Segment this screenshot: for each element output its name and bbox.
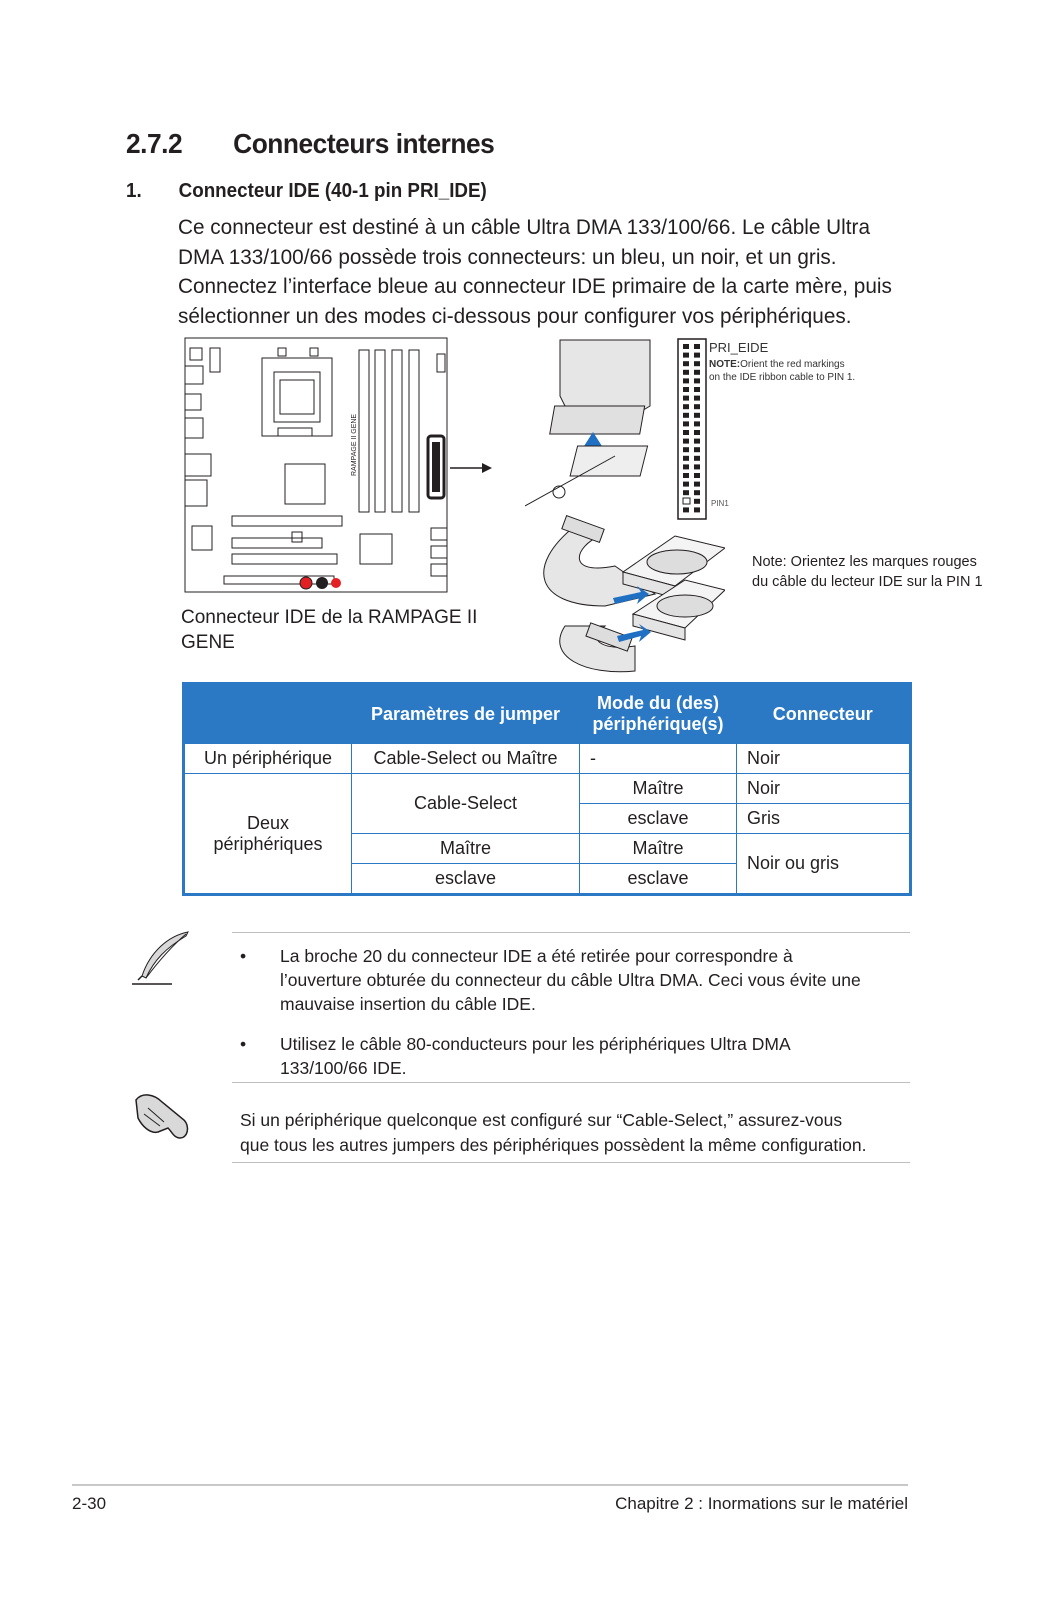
note-rule-middle [232,1082,910,1083]
header-pin [683,447,689,452]
header-connector: Connecteur [737,684,911,744]
cell-mode: Maître [580,834,737,864]
header-pin [683,378,689,383]
header-pin [694,490,700,495]
list-item [238,1032,918,1080]
header-pin [694,439,700,444]
header-empty [184,684,352,744]
header-pin [694,499,700,504]
cell-jumper: Cable-Select ou Maître [352,744,580,774]
header-pin [694,473,700,478]
header-pin [683,396,689,401]
header-pin [683,439,689,444]
table-row [184,774,911,804]
section-heading [126,128,494,160]
header-pin [694,447,700,452]
connector-label: PRI_EIDE [709,340,769,355]
cell-connector: Gris [737,804,911,834]
header-pin [683,387,689,392]
header-pin [683,370,689,375]
header-pin [683,353,689,358]
board-label: RAMPAGE II GENE [351,413,358,476]
figure-caption: Connecteur IDE de la RAMPAGE II GENE [181,607,478,653]
motherboard-diagram [182,336,494,598]
cable-note-line: du câble du lecteur IDE sur la PIN 1 [752,574,983,590]
note-line: Utilisez le câble 80-conducteurs pour les périphériques Ultra DMA [280,1034,791,1054]
header-pin [694,464,700,469]
device-line: périphériques [213,833,323,854]
intro-line: sélectionner un des modes ci-dessous pour configurer vos périphériques. [178,303,852,328]
notes-list [238,944,918,1096]
note-rule-bottom [232,1162,910,1163]
bullet-marker: • [240,1034,247,1054]
cell-jumper: Cable-Select [352,774,580,834]
intro-line: DMA 133/100/66 possède trois connecteurs: un bleu, un noir, et un gris. [178,244,837,269]
cell-mode: - [580,744,737,774]
header-pin [683,490,689,495]
warning-line: que tous les autres jumpers des périphériques possèdent la même configuration. [240,1135,867,1155]
header-pin [694,344,700,349]
header-pin [683,421,689,426]
note-bold: NOTE: [709,359,741,370]
note-line: Orient the red markings [740,359,845,370]
bullet-marker: • [240,946,247,966]
cell-mode: esclave [580,804,737,834]
header-pin [694,370,700,375]
note-line: 133/100/66 IDE. [280,1058,407,1078]
header-pin [683,361,689,366]
header-mode-line: périphérique(s) [592,714,724,734]
header-pin [683,413,689,418]
section-number: 2.7.2 [126,128,183,159]
header-pin [694,396,700,401]
section-title: Connecteurs internes [233,128,495,159]
subsection-heading [126,180,487,203]
cell-connector: Noir [737,744,911,774]
cell-connector: Noir ou gris [737,834,911,895]
cell-jumper: esclave [352,864,580,895]
intro-paragraph [178,213,938,331]
header-pin [694,430,700,435]
header-pin [694,456,700,461]
header-jumper: Paramètres de jumper [352,684,580,744]
cell-jumper: Maître [352,834,580,864]
header-pin [683,430,689,435]
warning-line: Si un périphérique quelconque est configuré sur “Cable-Select,” assurez-vous [240,1110,843,1130]
note-line: l’ouverture obturée du connecteur du câble Ultra DMA. Ceci vous évite une [280,970,861,990]
header-pin [694,421,700,426]
intro-line: Connectez l’interface bleue au connecteur IDE primaire de la carte mère, puis [178,274,892,298]
chapter-title: Chapitre 2 : Inormations sur le matériel [615,1494,908,1513]
header-pin [683,404,689,409]
warning-text [240,1108,920,1158]
cell-device [184,774,352,895]
device-line: Deux [246,812,290,833]
header-pin [683,344,689,349]
header-pin [683,473,689,478]
note-line: mauvaise insertion du câble IDE. [280,994,536,1014]
cell-mode: Maître [580,774,737,804]
header-pin [694,387,700,392]
pin-header-diagram [677,338,707,520]
page-number: 2-30 [72,1494,107,1513]
header-pin [694,378,700,383]
jumper-table [182,682,912,896]
header-pin [694,361,700,366]
header-pin [683,507,689,512]
header-pin [694,507,700,512]
hand-warning-icon [128,1086,196,1144]
intro-line: Ce connecteur est destiné à un câble Ultra DMA 133/100/66. Le câble Ultra [178,215,870,239]
header-pin [694,482,700,487]
pin1-label: PIN1 [711,499,729,508]
cell-mode: esclave [580,864,737,895]
subsection-number: 1. [126,180,142,202]
header-pin [694,353,700,358]
cell-connector: Noir [737,774,911,804]
connector-note [709,358,855,384]
header-pin [683,456,689,461]
header-pin [694,404,700,409]
cable-note [752,552,983,592]
note-line: La broche 20 du connecteur IDE a été retirée pour correspondre à [280,946,793,966]
subsection-title: Connecteur IDE (40-1 pin PRI_IDE) [178,180,487,202]
header-pin [694,413,700,418]
footer-rule [72,1484,908,1486]
header-pin [683,482,689,487]
table-header-row [184,684,911,744]
note-rule-top [232,932,910,933]
cable-note-line: Note: Orientez les marques rouges [752,554,977,570]
cell-device: Un périphérique [184,744,352,774]
table-row [184,744,911,774]
quill-note-icon [128,928,194,990]
note-line: on the IDE ribbon cable to PIN 1. [709,372,856,383]
header-mode [580,684,737,744]
list-item [238,944,918,1016]
header-mode-line: Mode du (des) [597,693,719,713]
header-pin [683,464,689,469]
